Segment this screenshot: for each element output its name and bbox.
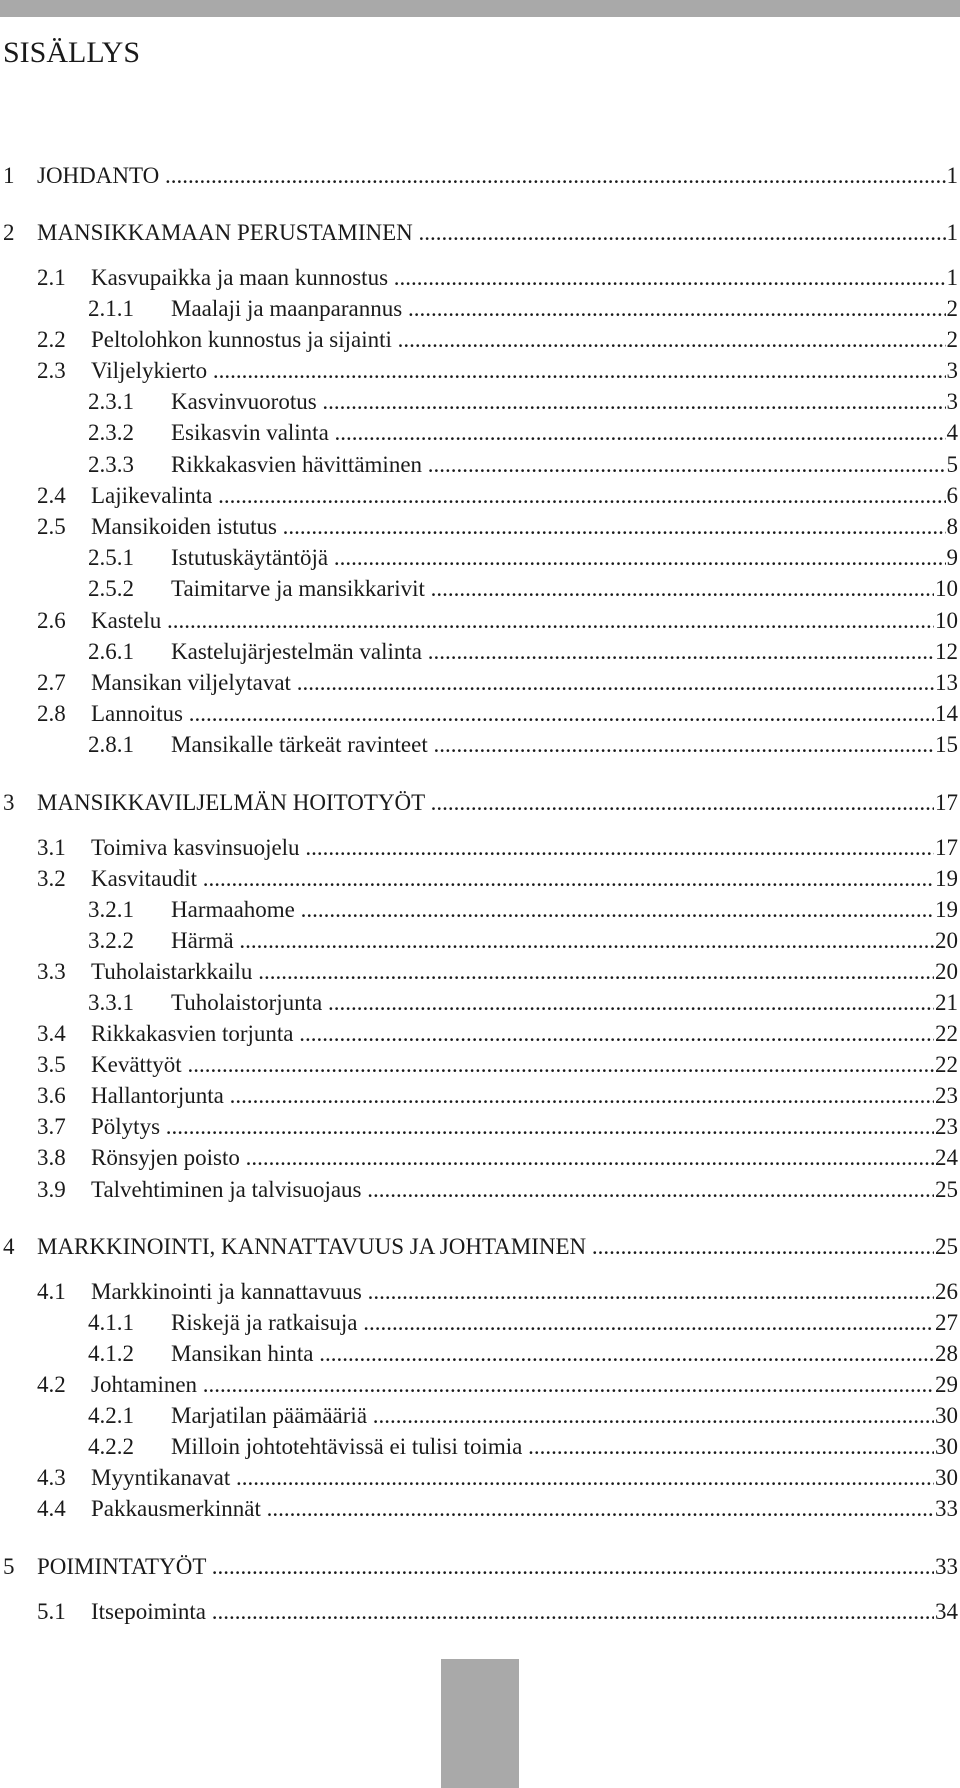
toc-page-number: 20 — [934, 926, 958, 956]
toc-entry[interactable] — [0, 294, 958, 324]
toc-page-number: 25 — [934, 1175, 958, 1205]
toc-entry-title: JOHDANTO ..... — [37, 161, 958, 191]
toc-page-number: 29 — [934, 1370, 958, 1400]
toc-entry[interactable] — [0, 833, 958, 863]
toc-entry-title: Taimitarve ja mansikkarivit ..... — [171, 574, 958, 604]
toc-entry[interactable] — [0, 1494, 958, 1524]
toc-page-number: 23 — [934, 1112, 958, 1142]
toc-entry-number: 3.6 — [37, 1083, 66, 1108]
toc-entry-number: 3.4 — [37, 1021, 66, 1046]
toc-page-number: 4 — [946, 418, 959, 448]
toc-entry-title: Mansikan viljelytavat ..... — [91, 668, 958, 698]
toc-entry-number: 5.1 — [37, 1599, 66, 1624]
toc-page-number: 24 — [934, 1143, 958, 1173]
toc-entry[interactable] — [0, 418, 958, 448]
toc-entry-title: Kastelu ..... — [91, 606, 958, 636]
toc-entry-number: 4 — [3, 1234, 15, 1259]
toc-entry[interactable] — [0, 668, 958, 698]
toc-entry[interactable] — [0, 988, 958, 1018]
toc-page-number: 10 — [934, 606, 958, 636]
toc-entry[interactable] — [0, 1175, 958, 1205]
toc-entry-title: POIMINTATYÖT ..... — [37, 1552, 958, 1582]
toc-entry[interactable] — [0, 895, 958, 925]
toc-entry-title: Rikkakasvien hävittäminen ..... — [171, 450, 958, 480]
toc-entry-title: Pakkausmerkinnät ..... — [91, 1494, 958, 1524]
toc-entry-title: Peltolohkon kunnostus ja sijainti ..... — [91, 325, 958, 355]
toc-entry-title: Hallantorjunta ..... — [91, 1081, 958, 1111]
toc-entry-number: 4.3 — [37, 1465, 66, 1490]
toc-entry-number: 2.3.2 — [88, 420, 134, 445]
toc-entry-number: 2.2 — [37, 327, 66, 352]
toc-page-number: 17 — [934, 788, 958, 818]
toc-entry-title: Riskejä ja ratkaisuja ..... — [171, 1308, 958, 1338]
toc-page-number: 34 — [934, 1597, 958, 1627]
page-title: SISÄLLYS — [3, 36, 141, 69]
toc-entry-title: Talvehtiminen ja talvisuojaus ..... — [91, 1175, 958, 1205]
toc-page-number: 10 — [934, 574, 958, 604]
toc-page-number: 8 — [946, 512, 959, 542]
toc-entry[interactable] — [0, 1597, 958, 1627]
toc-entry[interactable] — [0, 637, 958, 667]
toc-entry-title: MANSIKKAMAAN PERUSTAMINEN ..... — [37, 218, 958, 248]
toc-entry[interactable] — [0, 161, 958, 191]
toc-entry-title: Myyntikanavat ..... — [91, 1463, 958, 1493]
toc-entry-number: 2.6 — [37, 608, 66, 633]
toc-entry[interactable] — [0, 1552, 958, 1582]
toc-entry[interactable] — [0, 864, 958, 894]
toc-entry-number: 3 — [3, 790, 15, 815]
toc-entry[interactable] — [0, 1019, 958, 1049]
toc-entry[interactable] — [0, 730, 958, 760]
toc-page-number: 30 — [934, 1463, 958, 1493]
toc-entry-title: Johtaminen ..... — [91, 1370, 958, 1400]
toc-page-number: 2 — [946, 325, 959, 355]
toc-entry-title: Rikkakasvien torjunta ..... — [91, 1019, 958, 1049]
toc-page-number: 9 — [946, 543, 959, 573]
toc-page-number: 1 — [946, 161, 959, 191]
toc-entry-number: 2.8 — [37, 701, 66, 726]
toc-page-number: 30 — [934, 1401, 958, 1431]
toc-entry[interactable] — [0, 1463, 958, 1493]
toc-entry-number: 4.2 — [37, 1372, 66, 1397]
toc-entry-number: 2.4 — [37, 483, 66, 508]
toc-entry[interactable] — [0, 1277, 958, 1307]
toc-entry[interactable] — [0, 450, 958, 480]
toc-entry-number: 4.4 — [37, 1496, 66, 1521]
toc-entry[interactable] — [0, 481, 958, 511]
toc-entry[interactable] — [0, 957, 958, 987]
toc-entry-title: Toimiva kasvinsuojelu ..... — [91, 833, 958, 863]
toc-entry-number: 3.2.2 — [88, 928, 134, 953]
toc-entry-title: Tuholaistarkkailu ..... — [91, 957, 958, 987]
toc-entry[interactable] — [0, 1232, 958, 1262]
toc-entry-title: Kasvinvuorotus ..... — [171, 387, 958, 417]
toc-entry-title: MANSIKKAVILJELMÄN HOITOTYÖT ..... — [37, 788, 958, 818]
toc-entry[interactable] — [0, 1432, 958, 1462]
toc-page-number: 25 — [934, 1232, 958, 1262]
toc-page-number: 19 — [934, 895, 958, 925]
toc-entry-title: Kasvitaudit ..... — [91, 864, 958, 894]
toc-entry-number: 2.6.1 — [88, 639, 134, 664]
bottom-decorative-block — [441, 1659, 519, 1788]
toc-page-number: 33 — [934, 1494, 958, 1524]
toc-entry-number: 2.8.1 — [88, 732, 134, 757]
toc-entry[interactable] — [0, 1050, 958, 1080]
toc-page-number: 15 — [934, 730, 958, 760]
toc-entry[interactable] — [0, 1112, 958, 1142]
toc-entry-title: Lannoitus ..... — [91, 699, 958, 729]
toc-entry-title: Mansikan hinta ..... — [171, 1339, 958, 1369]
toc-page-number: 20 — [934, 957, 958, 987]
toc-page-number: 21 — [934, 988, 958, 1018]
toc-entry-title: Lajikevalinta ..... — [91, 481, 958, 511]
toc-entry-title: Kasvupaikka ja maan kunnostus ..... — [91, 263, 958, 293]
toc-page-number: 22 — [934, 1019, 958, 1049]
toc-entry-title: Härmä ..... — [171, 926, 958, 956]
toc-entry-title: Pölytys ..... — [91, 1112, 958, 1142]
toc-page-number: 33 — [934, 1552, 958, 1582]
toc-page-number: 12 — [934, 637, 958, 667]
toc-entry[interactable] — [0, 325, 958, 355]
toc-entry-number: 1 — [3, 163, 15, 188]
toc-entry-number: 4.1.1 — [88, 1310, 134, 1335]
toc-entry[interactable] — [0, 1143, 958, 1173]
toc-entry-number: 2.3.3 — [88, 452, 134, 477]
toc-entry-number: 3.1 — [37, 835, 66, 860]
toc-entry-title: Esikasvin valinta ..... — [171, 418, 958, 448]
toc-entry-number: 5 — [3, 1554, 15, 1579]
toc-page-number: 19 — [934, 864, 958, 894]
toc-entry-number: 3.3 — [37, 959, 66, 984]
toc-entry[interactable] — [0, 1370, 958, 1400]
toc-entry-title: Markkinointi ja kannattavuus ..... — [91, 1277, 958, 1307]
toc-entry-title: Maalaji ja maanparannus ..... — [171, 294, 958, 324]
toc-entry-number: 2.7 — [37, 670, 66, 695]
toc-page-number: 3 — [946, 356, 959, 386]
toc-entry[interactable] — [0, 1339, 958, 1369]
toc-entry-number: 4.1 — [37, 1279, 66, 1304]
toc-page-number: 3 — [946, 387, 959, 417]
toc-page-number: 2 — [946, 294, 959, 324]
toc-entry[interactable] — [0, 543, 958, 573]
toc-page-number: 23 — [934, 1081, 958, 1111]
toc-entry-number: 2 — [3, 220, 15, 245]
toc-entry-title: Marjatilan päämääriä ..... — [171, 1401, 958, 1431]
toc-entry[interactable] — [0, 1401, 958, 1431]
top-decorative-bar — [0, 0, 960, 17]
toc-page-number: 1 — [946, 218, 959, 248]
toc-entry-number: 3.2 — [37, 866, 66, 891]
toc-entry-title: MARKKINOINTI, KANNATTAVUUS JA JOHTAMINEN ..... — [37, 1232, 958, 1262]
toc-page-number: 14 — [934, 699, 958, 729]
toc-entry[interactable] — [0, 699, 958, 729]
toc-entry[interactable] — [0, 788, 958, 818]
toc-entry-title: Kastelujärjestelmän valinta ..... — [171, 637, 958, 667]
toc-entry-title: Istutuskäytäntöjä ..... — [171, 543, 958, 573]
toc-entry-title: Mansikoiden istutus ..... — [91, 512, 958, 542]
toc-page-number: 30 — [934, 1432, 958, 1462]
toc-page-number: 28 — [934, 1339, 958, 1369]
toc-entry-number: 2.5 — [37, 514, 66, 539]
toc-entry[interactable] — [0, 387, 958, 417]
toc-page-number: 22 — [934, 1050, 958, 1080]
toc-entry-title: Mansikalle tärkeät ravinteet ..... — [171, 730, 958, 760]
toc-entry[interactable] — [0, 606, 958, 636]
toc-entry-number: 3.9 — [37, 1177, 66, 1202]
toc-entry-number: 2.3 — [37, 358, 66, 383]
toc-entry-number: 3.5 — [37, 1052, 66, 1077]
toc-entry-number: 2.1.1 — [88, 296, 134, 321]
toc-entry[interactable] — [0, 926, 958, 956]
toc-entry-number: 2.5.1 — [88, 545, 134, 570]
toc-entry-number: 3.8 — [37, 1145, 66, 1170]
toc-page-number: 26 — [934, 1277, 958, 1307]
toc-entry[interactable] — [0, 263, 958, 293]
toc-entry[interactable] — [0, 1081, 958, 1111]
toc-entry[interactable] — [0, 1308, 958, 1338]
toc-page-number: 27 — [934, 1308, 958, 1338]
toc-entry-title: Viljelykierto ..... — [91, 356, 958, 386]
toc-entry-number: 2.5.2 — [88, 576, 134, 601]
toc-entry-title: Itsepoiminta ..... — [91, 1597, 958, 1627]
toc-page-number: 1 — [946, 263, 959, 293]
toc-entry-number: 3.2.1 — [88, 897, 134, 922]
toc-entry-number: 2.3.1 — [88, 389, 134, 414]
toc-entry-title: Tuholaistorjunta ..... — [171, 988, 958, 1018]
toc-entry[interactable] — [0, 218, 958, 248]
toc-entry-number: 4.1.2 — [88, 1341, 134, 1366]
toc-entry-number: 4.2.1 — [88, 1403, 134, 1428]
toc-page-number: 13 — [934, 668, 958, 698]
toc-entry-number: 4.2.2 — [88, 1434, 134, 1459]
toc-entry-number: 3.7 — [37, 1114, 66, 1139]
toc-page-number: 6 — [946, 481, 959, 511]
toc-page-number: 5 — [946, 450, 959, 480]
toc-entry-title: Kevättyöt ..... — [91, 1050, 958, 1080]
toc-page-number: 17 — [934, 833, 958, 863]
toc-entry-title: Milloin johtotehtävissä ei tulisi toimia ..... — [171, 1432, 958, 1462]
toc-entry[interactable] — [0, 574, 958, 604]
toc-entry[interactable] — [0, 356, 958, 386]
toc-entry[interactable] — [0, 512, 958, 542]
toc-entry-number: 2.1 — [37, 265, 66, 290]
toc-entry-title: Rönsyjen poisto ..... — [91, 1143, 958, 1173]
toc-entry-title: Harmaahome ..... — [171, 895, 958, 925]
toc-entry-number: 3.3.1 — [88, 990, 134, 1015]
